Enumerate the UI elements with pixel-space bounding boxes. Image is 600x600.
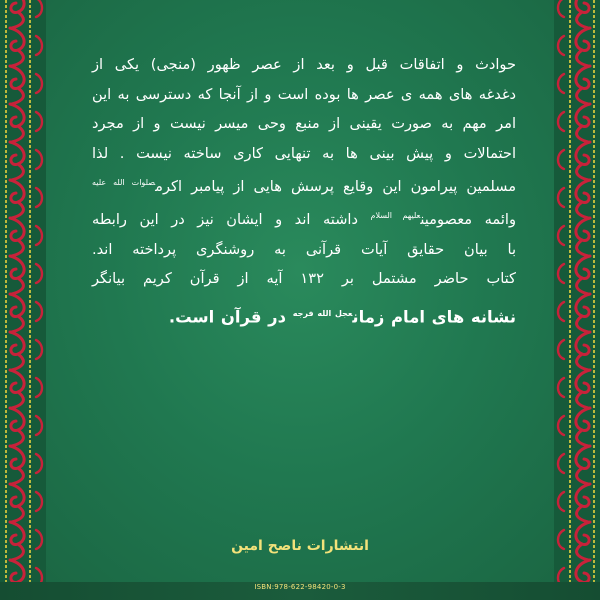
blurb-line-5-text: مسلمین پیرامون این وقایع پرسش هایی از پیامبر اکرم <box>155 177 517 195</box>
blurb-line-9-text: نشانه های امام زمان <box>352 307 516 327</box>
isbn-number: ISBN:978-622-98420-0-3 <box>254 583 346 591</box>
blurb-line-4: احتمالات و پیش بینی ها به تنهایی کاری ساخته نیست . لذا <box>92 144 516 162</box>
imam-zaman-honorific: عجل الله فرجه <box>292 308 353 318</box>
imams-honorific: علیهم السلام <box>370 211 421 221</box>
left-ornamental-border <box>0 0 46 600</box>
blurb-line-6 <box>92 201 516 234</box>
blurb-line-3: امر مهم به صورت یقینی از منبع وحی میسر نیست و از مجرد <box>92 115 516 132</box>
blurb-line-9 <box>92 299 516 332</box>
blurb-text <box>92 50 516 332</box>
right-border-svg <box>554 0 600 600</box>
blurb-line-5 <box>92 168 516 201</box>
publisher-name: انتشارات ناصح امین <box>231 538 369 554</box>
blurb-line-7: با بیان حقایق آیات قرآنی به روشنگری پرداخته اند. <box>92 240 516 258</box>
blurb-line-8: کتاب حاضر مشتمل بر ۱۳۲ آیه از قرآن کریم بیانگر <box>92 270 516 288</box>
blurb-line-6-tail: داشته اند و ایشان نیز در این رابطه <box>92 211 358 229</box>
right-ornamental-border <box>554 0 600 600</box>
blurb-line-2: دغدغه های همه ی عصر ها بوده است و از آنجا که دسترسی به این <box>92 85 516 103</box>
blurb-line-1: حوادث و اتفاقات قبل و بعد از عصر ظهور (منجی) یکی از <box>92 56 516 73</box>
blurb-line-6-text: وائمه معصومین <box>420 211 516 229</box>
blurb-line-9-tail: در قرآن است. <box>168 307 287 327</box>
left-border-svg <box>0 0 46 600</box>
prophet-honorific: صلوات الله علیه <box>92 178 156 187</box>
